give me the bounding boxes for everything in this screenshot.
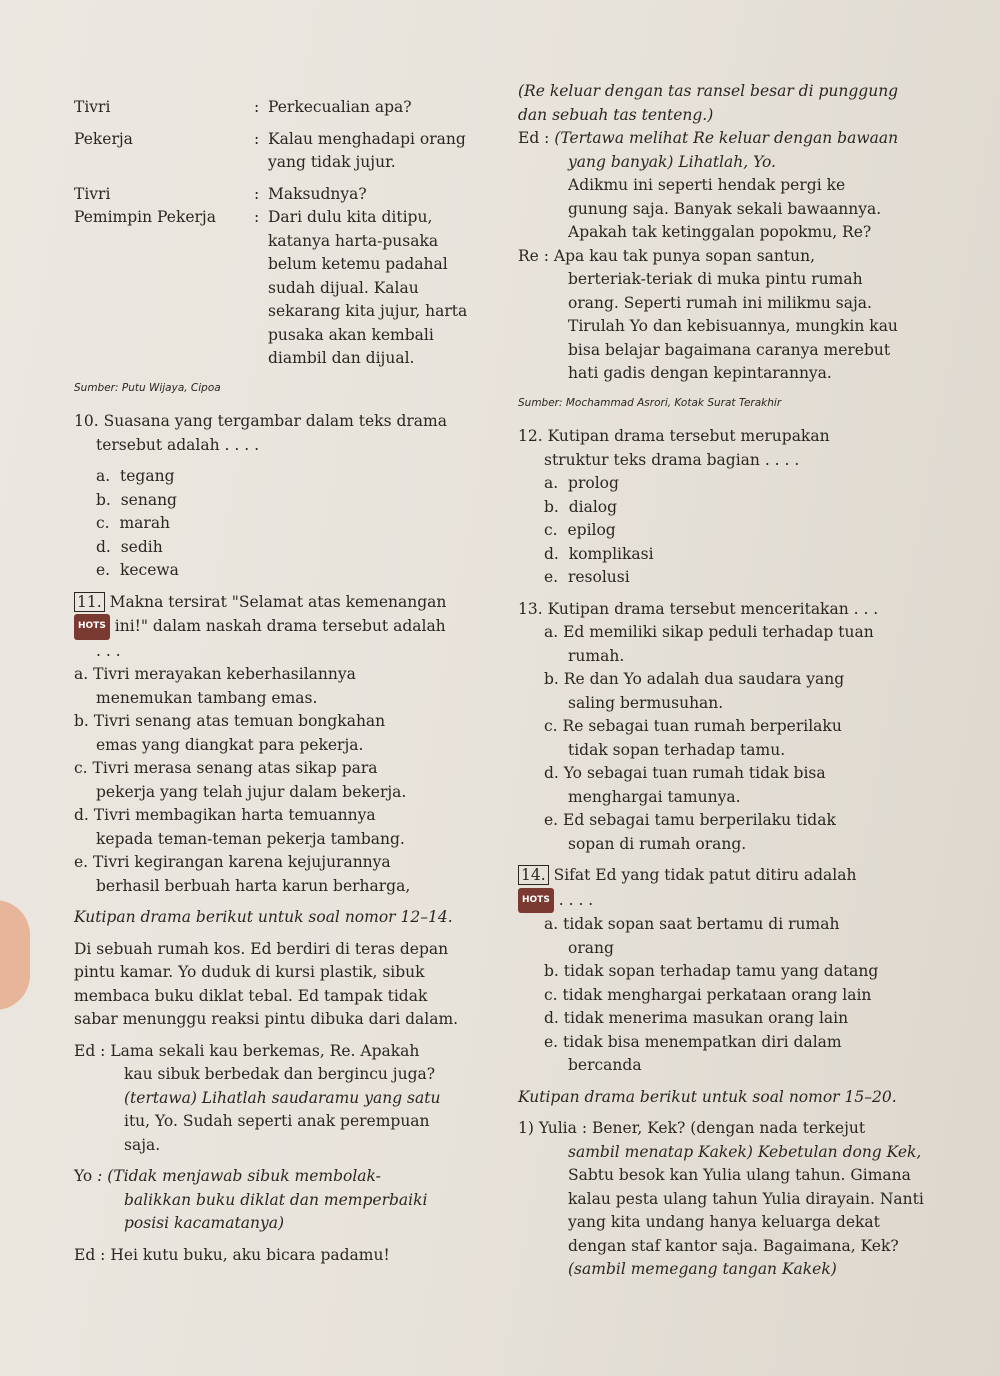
dialogue-line: Tivri : Perkecualian apa?	[74, 98, 412, 116]
option[interactable]: c. tidak menghargai perkataan orang lain	[544, 985, 872, 1004]
source-citation: Sumber: Putu Wijaya, Cipoa	[74, 381, 221, 394]
option[interactable]: a. tidak sopan saat bertamu di rumah	[544, 915, 840, 933]
option[interactable]: d. Yo sebagai tuan rumah tidak bisa	[544, 764, 826, 782]
option[interactable]: b. Tivri senang atas temuan bongkahan	[74, 712, 386, 730]
excerpt-12-14: Kutipan drama berikut untuk soal nomor 12–14. Di sebuah rumah kos. Ed berdiri di teras depan pintu kamar. Yo duduk di kursi plastik, sibuk membaca buku diklat tebal. Ed tampak tidak sabar menunggu reaksi pintu dibuka dari dalam. Ed : Lama sekali kau berkemas, Re. Apakah kau sibuk berbedak dan bergincu juga? (tertawa) Lihatlah saudaramu yang satu itu, Yo. Sudah seperti anak perempuan saja. Yo : (Tidak menjawab sibuk membolak- balikkan buku diklat dan memperbaiki posisi kacamatanya) Ed : Hei kutu buku, aku bicara padamu!	[74, 908, 459, 1264]
option[interactable]: b. Re dan Yo adalah dua saudara yang	[544, 670, 845, 688]
option[interactable]: d. sedih	[96, 537, 163, 556]
dialogue-line: Pekerja : Kalau menghadapi orang yang tidak jujur.	[74, 129, 466, 171]
dialogue-line: Pemimpin Pekerja : Dari dulu kita ditipu, katanya harta-pusaka belum ketemu padahal sudah dijual. Kalau sekarang kita jujur, harta pusaka akan kembali diambil dan dijual.	[74, 208, 468, 367]
option[interactable]: e. kecewa	[96, 561, 179, 579]
option[interactable]: b. dialog	[544, 497, 618, 516]
question-12: 12. Kutipan drama tersebut merupakan struktur teks drama bagian . . . . a. prolog b. dialog c. epilog d. komplikasi e. resolusi	[518, 425, 963, 590]
dialogue-line: Tivri : Maksudnya?	[74, 184, 367, 203]
excerpt-15-20: Kutipan drama berikut untuk soal nomor 15–20. 1) Yulia : Bener, Kek? (dengan nada terkejut sambil menatap Kakek) Kebetulan dong Kek, Sabtu besok kan Yulia ulang tahun. Gimana kalau pesta ulang tahun Yulia dirayain. Nanti yang kita undang hanya keluarga dekat dengan staf kantor saja. Bagaimana, Kek? (sambil memegang tangan Kakek)	[518, 1087, 924, 1278]
option[interactable]: c. Re sebagai tuan rumah berperilaku	[544, 717, 842, 735]
option[interactable]: a. Tivri merayakan keberhasilannya	[74, 665, 356, 683]
option[interactable]: a. prolog	[544, 474, 619, 492]
left-column	[74, 96, 504, 1267]
option[interactable]: c. epilog	[544, 521, 616, 539]
option[interactable]: c. marah	[96, 514, 171, 532]
question-14: 14. Sifat Ed yang tidak patut ditiru adalah HOTS . . . . a. tidak sopan saat bertamu di rumah orang b. tidak sopan terhadap tamu yang datang c. tidak menghargai perkataan orang lain d. tidak menerima masukan orang lain e. tidak bisa menempatkan diri dalam bercanda	[518, 864, 963, 1078]
option[interactable]: c. Tivri merasa senang atas sikap para	[74, 759, 378, 777]
option[interactable]: e. Tivri kegirangan karena kejujurannya	[74, 853, 391, 871]
hots-badge: HOTS	[518, 888, 554, 914]
option[interactable]: a. Ed memiliki sikap peduli terhadap tuan	[544, 623, 874, 641]
option[interactable]: e. Ed sebagai tamu berperilaku tidak	[544, 811, 836, 829]
question-13: 13. Kutipan drama tersebut menceritakan . . . a. Ed memiliki sikap peduli terhadap tuan rumah. b. Re dan Yo adalah dua saudara yang saling bermusuhan. c. Re sebagai tuan rumah berperilaku tidak sopan terhadap tamu. d. Yo sebagai tuan rumah tidak bisa menghargai tamunya. e. Ed sebagai tamu berperilaku tidak sopan di rumah orang.	[518, 598, 963, 857]
question-10: 10. Suasana yang tergambar dalam teks drama tersebut adalah . . . . a. tegang b. senang c. marah d. sedih e. kecewa	[74, 410, 504, 583]
option[interactable]: b. tidak sopan terhadap tamu yang datang	[544, 962, 879, 980]
question-11: 11. Makna tersirat "Selamat atas kemenangan HOTS ini!" dalam naskah drama tersebut adalah . . . a. Tivri merayakan keberhasilannya menemukan tambang emas. b. Tivri senang atas temuan bongkahan emas yang diangkat para pekerja. c. Tivri merasa senang atas sikap para pekerja yang telah jujur dalam bekerja. d. Tivri membagikan harta temuannya kepada teman-teman pekerja tambang. e. Tivri kegirangan karena kejujurannya berhasil berbuah harta karun berharga,	[74, 591, 504, 899]
option[interactable]: d. Tivri membagikan harta temuannya	[74, 806, 376, 824]
option[interactable]: d. komplikasi	[544, 544, 654, 563]
right-column: (Re keluar dengan tas ransel besar di punggung dan sebuah tas tenteng.) Ed : (Tertawa melihat Re keluar dengan bawaan yang banyak) Lihatlah, Yo. Adikmu ini seperti hendak pergi ke gunung saja. Banyak sekali bawaannya. Apakah tak ketinggalan popokmu, Re? Re : Apa kau tak punya sopan santun, berteriak-teriak di muka pintu rumah orang. Seperti rumah ini milikmu saja. Tirulah Yo dan kebisuannya, mungkin kau bisa belajar bagaimana caranya merebut hati gadis dengan kepintarannya. Sumber: Mochammad Asrori, Kotak Surat Terakhir 12. Kutipan drama tersebut merupakan struktur teks drama bagian . . . . a. prolog b. dialog c. epilog d. komplikasi e. resolusi 13. Kutipan drama tersebut menceritakan . . . a. Ed memiliki sikap peduli terhadap tuan rumah. b. Re dan Yo adalah dua saudara yang saling bermusuhan. c. Re sebagai tuan rumah berperilaku tidak sopan terhadap tamu. d. Yo sebagai tuan rumah tidak bisa menghargai tamunya. e. Ed sebagai tamu berperilaku tidak sopan di rumah orang. 14. Sifat Ed yang tidak patut ditiru adalah HOTS . . . . a. tidak sopan saat bertamu di rumah orang b. tidak sopan terhadap tamu yang datang c. tidak menghargai perkataan orang lain d. tidak menerima masukan orang lain e. tidak bisa menempatkan diri dalam bercanda Kutipan drama berikut untuk soal nomor 15–20. 1) Yulia : Bener, Kek? (dengan nada terkejut sambil menatap Kakek) Kebetulan dong Kek, Sabtu besok kan Yulia ulang tahun. Gimana kalau pesta ulang tahun Yulia dirayain. Nanti yang kita undang hanya keluarga dekat dengan staf kantor saja. Bagaimana, Kek? (sambil memegang tangan Kakek)	[518, 80, 963, 1282]
option[interactable]: d. tidak menerima masukan orang lain	[544, 1009, 849, 1027]
option[interactable]: a. tegang	[96, 467, 175, 485]
source-citation: Sumber: Mochammad Asrori, Kotak Surat Terakhir	[518, 396, 782, 409]
hots-badge: HOTS	[74, 614, 110, 640]
option[interactable]: b. senang	[96, 490, 177, 509]
finger-holding-page	[0, 900, 30, 1010]
option[interactable]: e. resolusi	[544, 568, 630, 586]
option[interactable]: e. tidak bisa menempatkan diri dalam	[544, 1032, 842, 1051]
